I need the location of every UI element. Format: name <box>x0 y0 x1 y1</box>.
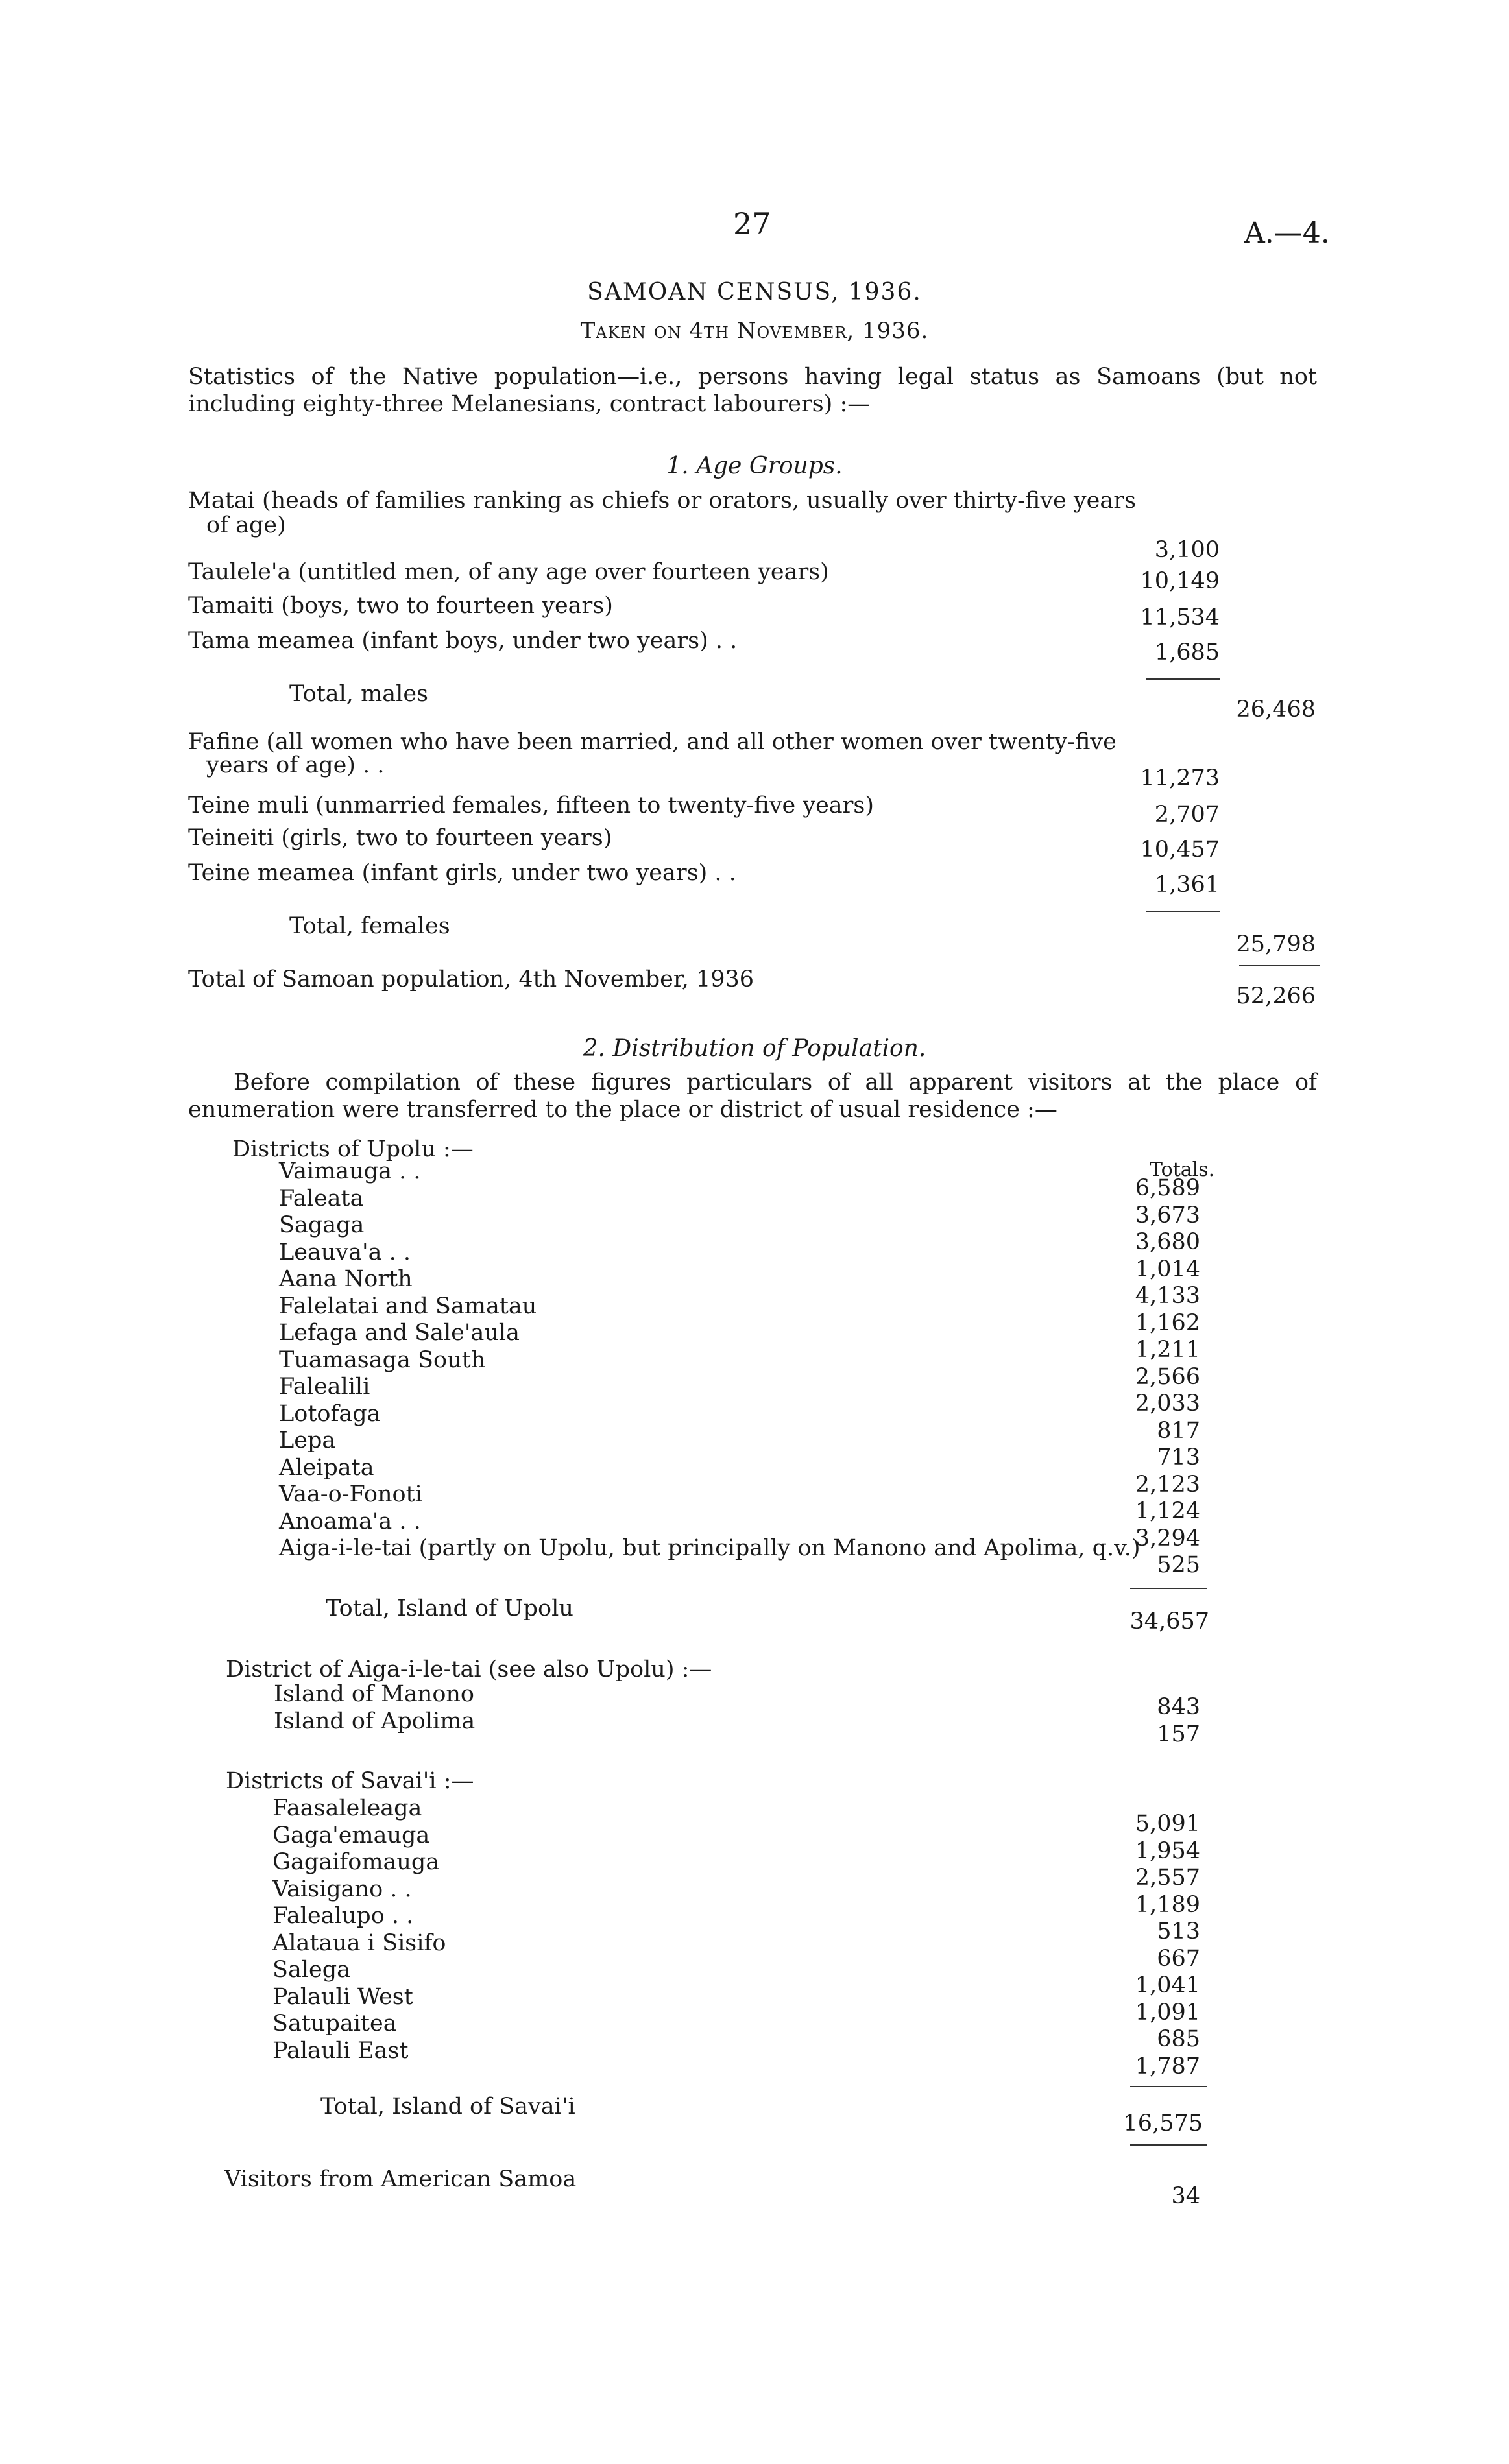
district-name: Anoama'a . . <box>279 1508 421 1535</box>
district-name: Lepa <box>279 1428 336 1453</box>
district-name: Sagaga <box>279 1212 365 1238</box>
upolu-total-value: 34,657 <box>1129 1609 1209 1634</box>
district-name: Gaga'emauga <box>272 1822 430 1848</box>
district-total: 1,954 <box>1135 1837 1200 1864</box>
district-total: 3,673 <box>1135 1202 1200 1228</box>
district-total: 513 <box>1157 1919 1200 1944</box>
subtotal-rule <box>1130 1588 1207 1589</box>
total-females-value: 25,798 <box>1236 931 1316 957</box>
aiga-heading: District of Aiga-i-le-tai (see also Upolu) :— <box>226 1657 712 1682</box>
total-males-value: 26,468 <box>1236 697 1316 723</box>
district-name: Vaa-o-Fonoti <box>279 1481 422 1507</box>
district-total: 1,189 <box>1135 1891 1200 1918</box>
district-name: Palauli East <box>272 2037 409 2064</box>
taulelea-label: Taulele'a (untitled men, of any age over fourteen years) <box>188 559 829 585</box>
visitors-label: Visitors from American Samoa <box>224 2166 577 2192</box>
upolu-total-label: Total, Island of Upolu <box>326 1596 573 1621</box>
district-name: Gagaifomauga <box>272 1849 440 1875</box>
district-name: Island of Manono <box>274 1681 475 1707</box>
district-total: 685 <box>1157 2026 1200 2052</box>
teineiti-label: Teineiti (girls, two to fourteen years) <box>188 825 612 851</box>
district-total: 6,589 <box>1135 1175 1200 1201</box>
fafine-value: 11,273 <box>1140 765 1220 791</box>
tamaiti-value: 11,534 <box>1140 604 1220 630</box>
district-name: Faasaleleaga <box>272 1795 422 1821</box>
subtotal-rule <box>1130 2144 1207 2146</box>
totals-column-header: Totals. <box>1150 1158 1215 1181</box>
district-total: 3,680 <box>1135 1229 1200 1255</box>
total-population-value: 52,266 <box>1236 983 1316 1009</box>
grand-total-rule <box>1239 965 1320 966</box>
intro-paragraph: Statistics of the Native population—i.e., persons having legal status as Samoans (but not including eighty-three Melanesians, contract labourers) :— <box>188 364 1317 417</box>
district-total: 1,014 <box>1135 1256 1200 1282</box>
savaii-heading: Districts of Savai'i :— <box>226 1768 474 1794</box>
savaii-total-value: 16,575 <box>1123 2111 1203 2136</box>
teine-meamea-value: 1,361 <box>1154 872 1220 898</box>
subtotal-rule <box>1146 678 1220 680</box>
district-total: 1,041 <box>1135 1972 1200 1998</box>
district-name: Alataua i Sisifo <box>272 1930 446 1956</box>
upolu-heading: Districts of Upolu :— <box>232 1136 474 1162</box>
district-name: Lefaga and Sale'aula <box>279 1320 520 1346</box>
page-number: 27 <box>733 206 771 241</box>
total-females-label: Total, females <box>289 913 450 939</box>
savaii-total-label: Total, Island of Savai'i <box>320 2094 575 2120</box>
district-name: Falealupo . . <box>272 1903 414 1929</box>
district-total: 5,091 <box>1135 1811 1200 1837</box>
district-name: Aiga-i-le-tai (partly on Upolu, but principally on Manono and Apolima, q.v.) <box>279 1535 1141 1561</box>
district-name: Vaimauga . . <box>279 1158 421 1184</box>
tama-meamea-value: 1,685 <box>1154 640 1220 665</box>
document-title: SAMOAN CENSUS, 1936. <box>587 279 922 305</box>
district-total: 1,787 <box>1135 2053 1200 2079</box>
matai-value: 3,100 <box>1154 537 1220 563</box>
district-name: Vaisigano . . <box>272 1876 412 1902</box>
district-total: 2,557 <box>1135 1865 1200 1891</box>
district-total: 2,033 <box>1135 1391 1200 1417</box>
distribution-paragraph: Before compilation of these figures particulars of all apparent visitors at the place of enumeration were transferred to the place or district of usual residence :— <box>188 1070 1317 1123</box>
district-total: 1,091 <box>1135 1999 1200 2026</box>
district-name: Falealili <box>279 1374 370 1400</box>
district-name: Falelatai and Samatau <box>279 1293 537 1319</box>
district-total: 3,294 <box>1135 1525 1200 1551</box>
district-name: Palauli West <box>272 1983 413 2010</box>
total-males-label: Total, males <box>289 681 428 707</box>
district-name: Aana North <box>279 1266 413 1292</box>
district-total: 667 <box>1157 1945 1200 1972</box>
district-total: 1,162 <box>1135 1310 1200 1336</box>
taulelea-value: 10,149 <box>1140 568 1220 594</box>
district-name: Island of Apolima <box>274 1708 476 1734</box>
teineiti-value: 10,457 <box>1140 837 1220 863</box>
district-name: Salega <box>272 1957 351 1983</box>
district-name: Aleipata <box>279 1454 374 1481</box>
district-name: Satupaitea <box>272 2011 397 2037</box>
district-total: 4,133 <box>1135 1283 1200 1309</box>
district-total: 2,123 <box>1135 1471 1200 1498</box>
total-population-label: Total of Samoan population, 4th November, 1936 <box>188 966 754 992</box>
district-total: 817 <box>1157 1417 1200 1444</box>
age-groups-heading: 1. Age Groups. <box>666 453 843 479</box>
district-name: Leauva'a . . <box>279 1239 411 1265</box>
fafine-label-line2: years of age) . . <box>206 752 385 778</box>
district-total: 713 <box>1157 1444 1200 1470</box>
district-name: Faleata <box>279 1185 364 1212</box>
teine-meamea-label: Teine meamea (infant girls, under two years) . . <box>188 860 736 886</box>
district-total: 157 <box>1157 1721 1200 1747</box>
teine-muli-value: 2,707 <box>1154 802 1220 828</box>
district-name: Tuamasaga South <box>279 1346 486 1373</box>
distribution-heading: 2. Distribution of Population. <box>583 1035 926 1062</box>
tama-meamea-label: Tama meamea (infant boys, under two years) . . <box>188 628 738 654</box>
document-subtitle: Taken on 4th November, 1936. <box>580 318 929 344</box>
visitors-value: 34 <box>1171 2183 1200 2209</box>
tamaiti-label: Tamaiti (boys, two to fourteen years) <box>188 593 613 619</box>
teine-muli-label: Teine muli (unmarried females, fifteen to twenty-five years) <box>188 793 875 819</box>
district-total: 2,566 <box>1135 1363 1200 1390</box>
district-total: 1,124 <box>1135 1498 1200 1524</box>
matai-label-line1: Matai (heads of families ranking as chiefs or orators, usually over thirty-five years <box>188 488 1136 514</box>
district-name: Lotofaga <box>279 1400 381 1427</box>
document-reference: A.—4. <box>1244 217 1330 250</box>
subtotal-rule <box>1130 2086 1207 2087</box>
matai-label-line2: of age) <box>206 512 286 538</box>
fafine-label-line1: Fafine (all women who have been married, and all other women over twenty-five <box>188 729 1117 755</box>
district-total: 843 <box>1157 1694 1200 1720</box>
subtotal-rule <box>1146 911 1220 912</box>
district-total: 1,211 <box>1135 1337 1200 1363</box>
district-total: 525 <box>1157 1552 1200 1578</box>
